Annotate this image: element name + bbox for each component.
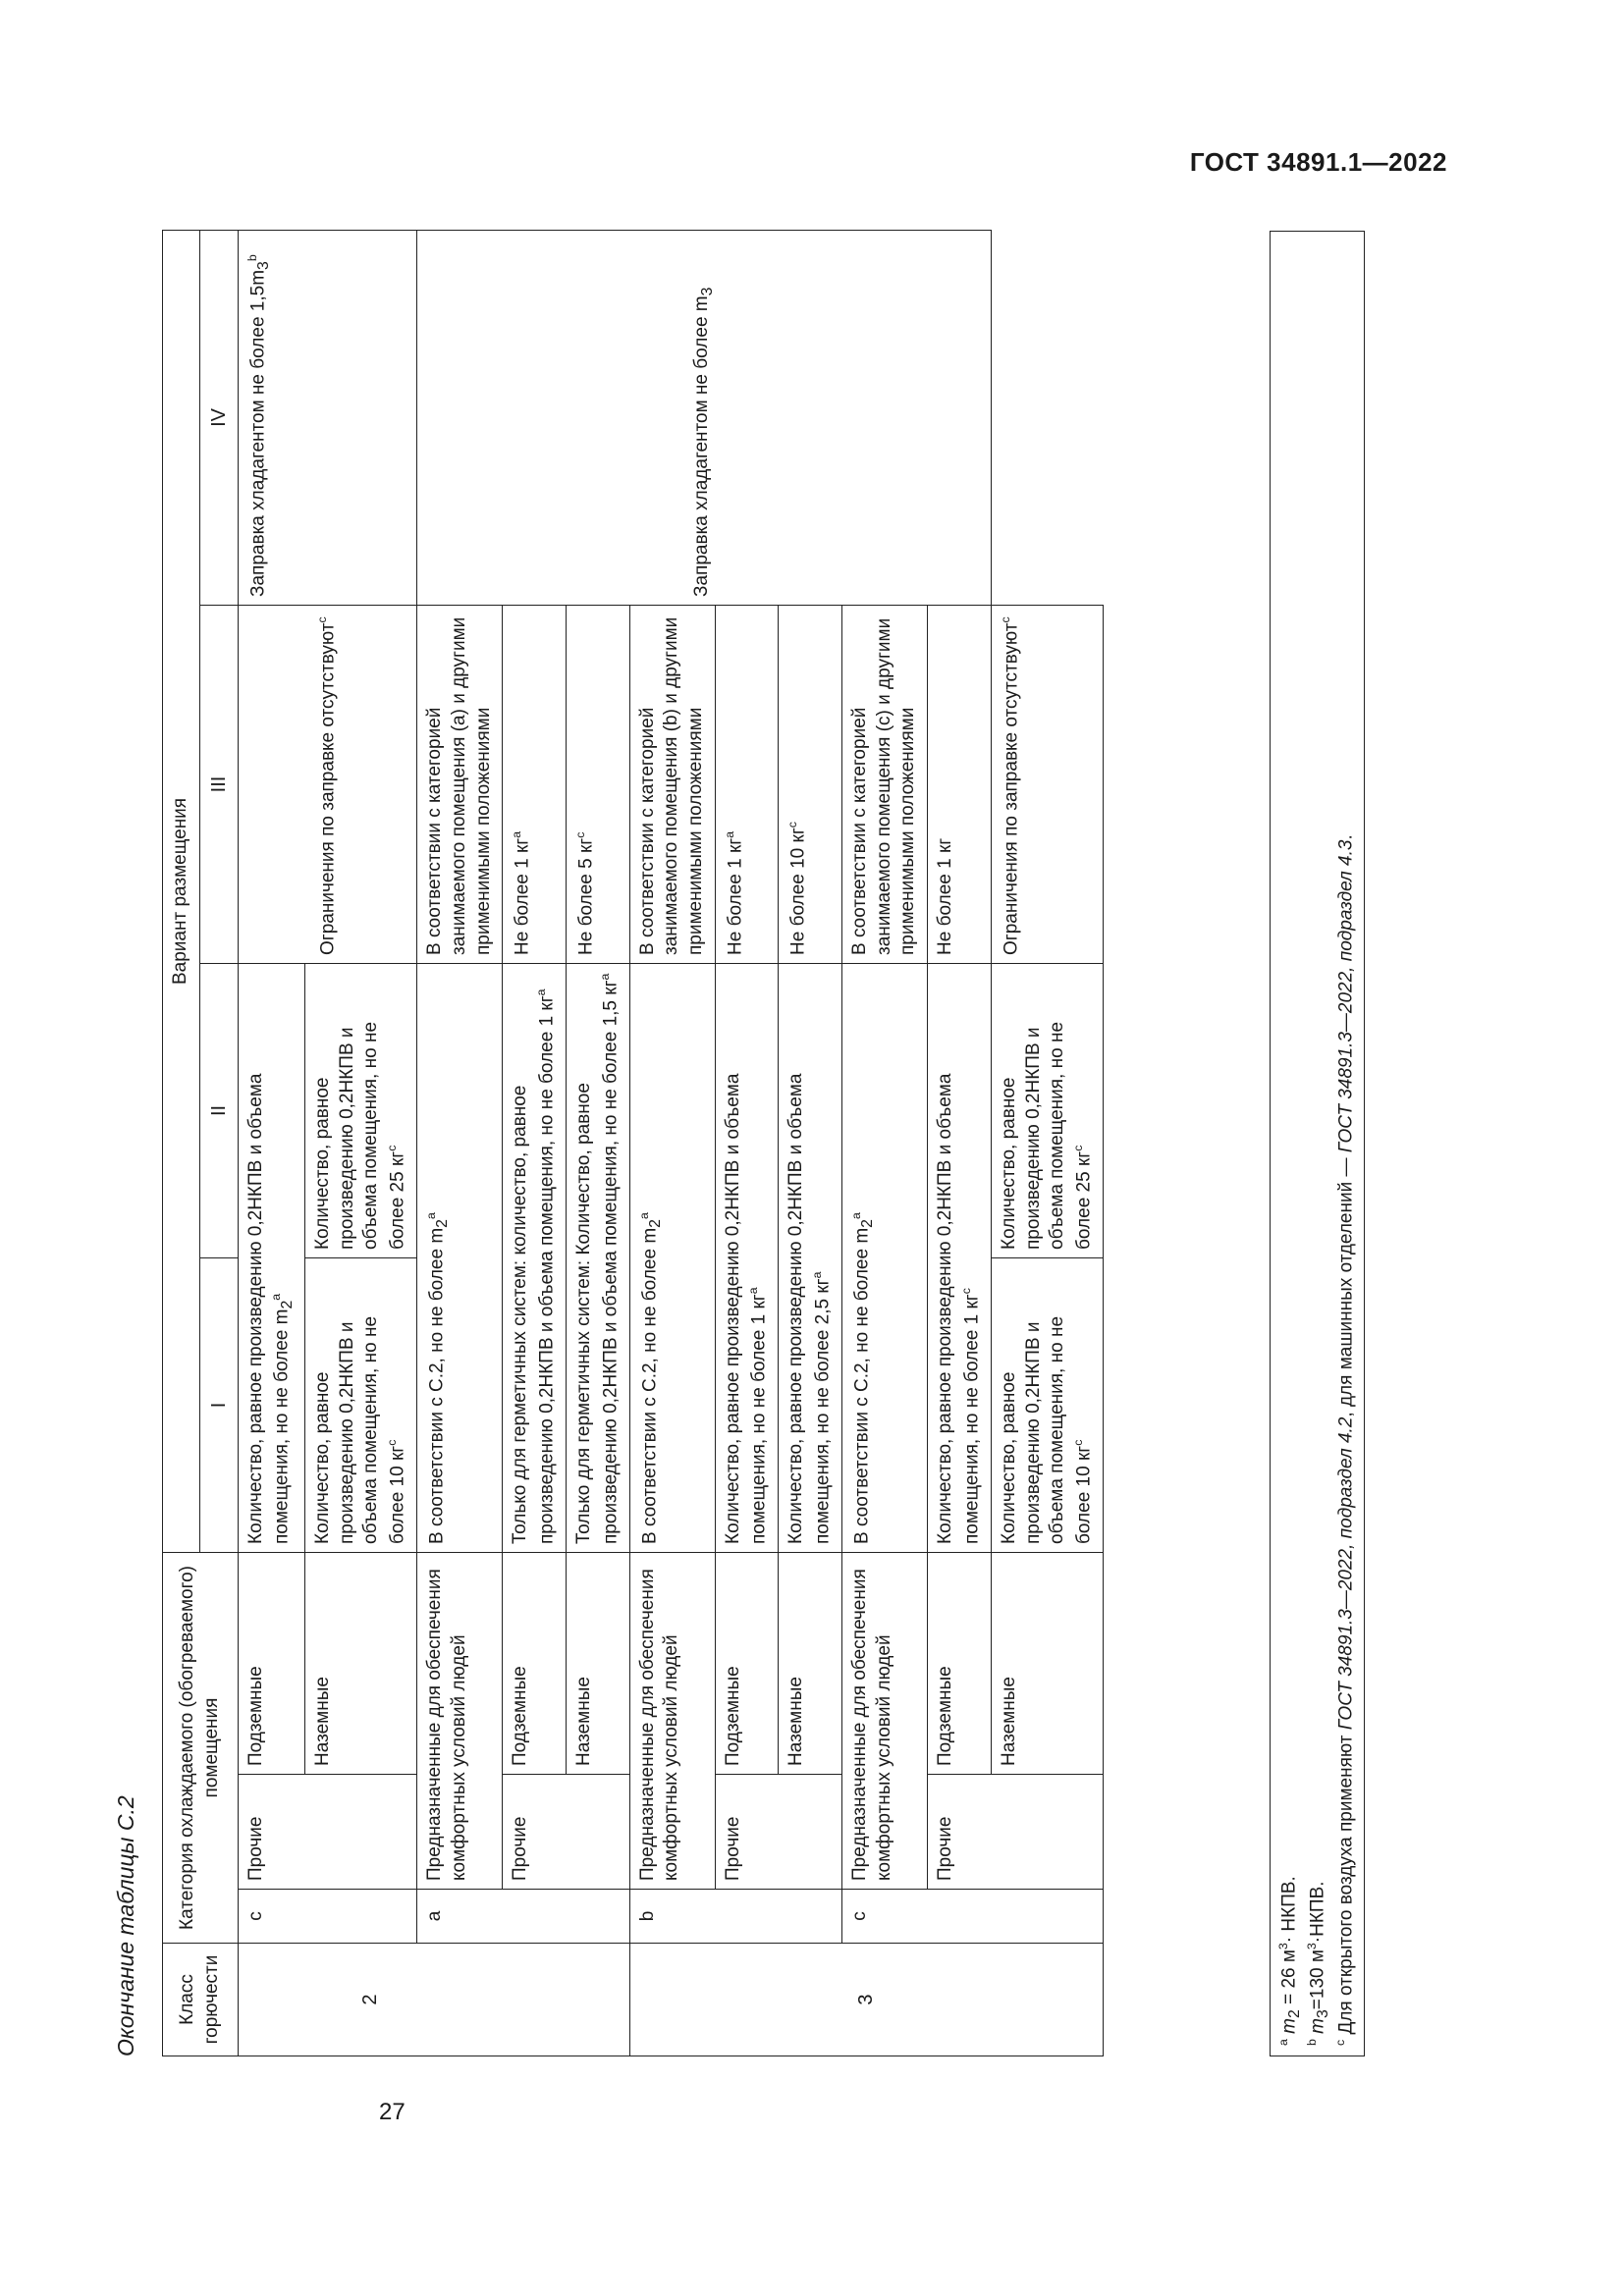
cell-podzemnye: Подземные <box>715 1552 779 1774</box>
cell-no-limit: Ограничения по заправке отсутствуют$^c$ <box>238 605 416 963</box>
header-roman-3: III <box>199 605 238 963</box>
cell-prednaz: Предназначенные для обеспечения комфортных условий людей <box>417 1552 503 1889</box>
page-number: 27 <box>379 2099 406 2125</box>
cell-per-cat-a: В соответствии с категорией занимаемого помещения (a) и другими применимыми положениями <box>417 605 503 963</box>
cell-nazemnye: Наземные <box>305 1552 417 1774</box>
cell-prochie: Прочие <box>238 1775 416 1890</box>
footnote-c: $^c$ Для открытого воздуха применяют ГОСТ 34891.3—2022, подраздел 4.2, для машинных отделений — ГОСТ 34891.3—2022, подраздел 4.3. <box>1332 834 1357 2046</box>
cell-nazemnye: Наземные <box>566 1552 629 1774</box>
header-roman-2: II <box>199 963 238 1257</box>
class-3: 3 <box>629 1944 1103 2056</box>
cell-qty-m2: Количество, равное произведению 0,2НКПВ и объема помещения, но не более $m_2^a$ <box>238 963 304 1552</box>
cell-per-c2: В соответствии с С.2, но не более $m_2^a$ <box>842 963 928 1552</box>
cell-herm-15kg: Только для герметичных систем: Количество, равное произведению 0,2НКПВ и объема помещения, но не более 1,5 $кг^a$ <box>566 963 629 1552</box>
header-variant: Вариант размещения <box>163 230 200 1552</box>
cell-nazemnye: Наземные <box>779 1552 842 1774</box>
cell-per-cat-c: В соответствии с категорией занимаемого помещения (c) и другими применимыми положениями <box>842 605 928 963</box>
class-2-continued <box>503 1944 629 2056</box>
cell-podzemnye: Подземные <box>928 1552 992 1774</box>
footnote-b: $^b$ $m_3=130$ $м^3\cdot НКПВ$. <box>1304 1881 1332 2046</box>
table-caption: Окончание таблицы С.2 <box>113 1795 138 2056</box>
subclass-c: c <box>842 1890 1104 1944</box>
subclass-b: b <box>629 1890 841 1944</box>
header-roman-4: IV <box>199 230 238 605</box>
cell-herm-1kg: Только для герметичных систем: количество, равное произведению 0,2НКПВ и объема помещения, но не более 1 $кг^a$ <box>503 963 567 1552</box>
subclass-a: a <box>417 1890 629 1944</box>
cell-per-c2: В соответствии с С.2, но не более $m_2^a$ <box>629 963 715 1552</box>
cell-prednaz: Предназначенные для обеспечения комфортных условий людей <box>842 1552 928 1889</box>
cell-per-cat-b: В соответствии с категорией занимаемого помещения (b) и другими применимыми положениями <box>629 605 715 963</box>
cell-per-c2: В соответствии с С.2, но не более $m_2^a$ <box>417 963 503 1552</box>
cell-nb-1kg-plain: Не более 1 кг <box>928 605 992 963</box>
table-row <box>238 230 304 2056</box>
header-class: Класс горючести <box>163 1944 239 2056</box>
table-footnotes <box>1270 231 1365 2056</box>
cell-podzemnye: Подземные <box>503 1552 567 1774</box>
rotated-table-page <box>113 231 1414 2056</box>
header-row-1 <box>163 230 200 2056</box>
cell-prochie: Прочие <box>503 1775 629 1890</box>
cell-qty-2-5kg: Количество, равное произведению 0,2НКПВ и объема помещения, но не более 2,5 $кг^a$ <box>779 963 842 1552</box>
cell-prednaz: Предназначенные для обеспечения комфортных условий людей <box>629 1552 715 1889</box>
cell-qty-1kg-c: Количество, равное произведению 0,2НКПВ и объема помещения, но не более 1 $кг^c$ <box>928 963 992 1552</box>
header-roman-1: I <box>199 1257 238 1552</box>
cell-prochie: Прочие <box>715 1775 841 1890</box>
cell-nb-1kg: Не более 1 $кг^a$ <box>503 605 567 963</box>
cell-iv-2: Заправка хладагентом не более $1,5m_3^b$ <box>238 230 416 605</box>
cell-no-limit: Ограничения по заправке отсутствуют$^c$ <box>991 605 1103 963</box>
header-category: Категория охлаждаемого (обогреваемого) помещения <box>163 1552 239 1943</box>
cell-podzemnye: Подземные <box>238 1552 304 1774</box>
cell-qty-25kg: Количество, равное произведению 0,2НКПВ и объема помещения, но не более 25 $кг^c$ <box>991 963 1103 1257</box>
cell-qty-1kg: Количество, равное произведению 0,2НКПВ и объема помещения, но не более 1 $кг^a$ <box>715 963 779 1552</box>
class-2: 2 <box>238 1944 503 2056</box>
cell-iv-3: Заправка хладагентом не более $m_3$ <box>417 230 992 605</box>
cell-qty-10kg: Количество, равное произведению 0,2НКПВ и объема помещения, но не более 10 $кг^c$ <box>305 1257 417 1552</box>
document-code: ГОСТ 34891.1—2022 <box>1189 147 1447 177</box>
table-c2-end <box>162 230 1104 2056</box>
table-row <box>417 230 503 2056</box>
cell-prochie: Прочие <box>928 1775 1104 1890</box>
cell-nazemnye: Наземные <box>991 1552 1103 1774</box>
cell-qty-10kg: Количество, равное произведению 0,2НКПВ и объема помещения, но не более 10 $кг^c$ <box>991 1257 1103 1552</box>
cell-qty-25kg: Количество, равное произведению 0,2НКПВ и объема помещения, но не более 25 $кг^c$ <box>305 963 417 1257</box>
subclass-c: c <box>238 1890 416 1944</box>
footnote-a: $^a$ $m_2 = 26$ $м^3\cdot$ НКПВ. <box>1276 1876 1304 2046</box>
cell-nb-5kg: Не более 5 $кг^c$ <box>566 605 629 963</box>
cell-nb-10kg: Не более 10 $кг^c$ <box>779 605 842 963</box>
cell-nb-1kg: Не более 1 $кг^a$ <box>715 605 779 963</box>
